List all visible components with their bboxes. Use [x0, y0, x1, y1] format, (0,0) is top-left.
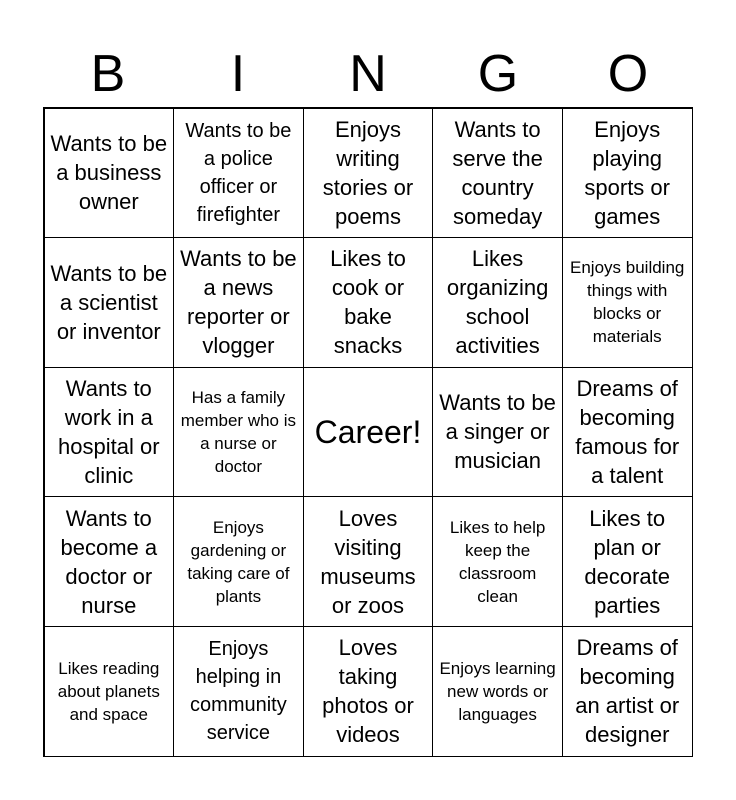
bingo-cell[interactable] [44, 496, 175, 627]
cell-text: Likes organizing school activities [446, 246, 549, 359]
cell-text: Wants to serve the country someday [452, 116, 543, 229]
bingo-cell[interactable] [303, 237, 434, 368]
bingo-cell[interactable] [432, 496, 563, 627]
header-letter-i: I [230, 45, 246, 103]
bingo-cell[interactable] [173, 367, 304, 498]
cell-text: Wants to work in a hospital or clinic [58, 375, 160, 488]
bingo-cell[interactable] [173, 108, 304, 239]
bingo-cell[interactable] [432, 237, 563, 368]
bingo-cell[interactable] [562, 496, 693, 627]
cell-text: Likes to cook or bake snacks [330, 246, 406, 359]
bingo-cell[interactable] [303, 108, 434, 239]
bingo-cell[interactable] [173, 237, 304, 368]
cell-text: Wants to be a news reporter or vlogger [180, 246, 297, 359]
cell-text: Enjoys playing sports or games [584, 116, 670, 229]
cell-text: Wants to be a police officer or firefighter [185, 119, 292, 226]
bingo-board [43, 107, 693, 757]
cell-text: Enjoys building things with blocks or materials [570, 258, 685, 347]
cell-text: Enjoys gardening or taking care of plants [187, 517, 290, 606]
bingo-cell[interactable] [303, 626, 434, 757]
bingo-cell[interactable] [432, 626, 563, 757]
cell-text: Dreams of becoming famous for a talent [575, 375, 680, 488]
cell-text: Wants to be a singer or musician [439, 390, 556, 474]
cell-text: Enjoys helping in community service [190, 638, 287, 745]
cell-text: Wants to be a business owner [50, 131, 168, 215]
bingo-cell[interactable] [173, 496, 304, 627]
bingo-cell[interactable] [44, 237, 175, 368]
bingo-cell[interactable] [562, 367, 693, 498]
cell-text: Likes to plan or decorate parties [584, 505, 670, 618]
free-space-cell[interactable] [303, 367, 434, 498]
cell-text: Has a family member who is a nurse or doctor [180, 387, 297, 476]
cell-text: Wants to become a doctor or nurse [60, 505, 158, 618]
free-space-text: Career! [314, 413, 422, 450]
bingo-cell[interactable] [432, 367, 563, 498]
header-letter-n: N [349, 45, 387, 103]
bingo-cell[interactable] [432, 108, 563, 239]
header-letter-g: G [477, 45, 519, 103]
cell-text: Dreams of becoming an artist or designer [575, 635, 680, 748]
bingo-header [43, 40, 693, 108]
header-letter-b: B [90, 45, 126, 103]
cell-text: Loves visiting museums or zoos [320, 505, 416, 618]
bingo-cell[interactable] [173, 626, 304, 757]
bingo-cell[interactable] [303, 496, 434, 627]
cell-text: Loves taking photos or videos [322, 635, 414, 748]
header-letter-o: O [607, 45, 649, 103]
cell-text: Wants to be a scientist or inventor [50, 260, 168, 344]
cell-text: Likes reading about planets and space [57, 658, 160, 724]
bingo-cell[interactable] [562, 237, 693, 368]
cell-text: Enjoys learning new words or languages [439, 658, 556, 724]
bingo-cell[interactable] [44, 367, 175, 498]
bingo-cell[interactable] [44, 626, 175, 757]
cell-text: Enjoys writing stories or poems [322, 116, 414, 229]
cell-text: Likes to help keep the classroom clean [449, 517, 546, 606]
bingo-cell[interactable] [562, 626, 693, 757]
bingo-cell[interactable] [562, 108, 693, 239]
bingo-cell[interactable] [44, 108, 175, 239]
